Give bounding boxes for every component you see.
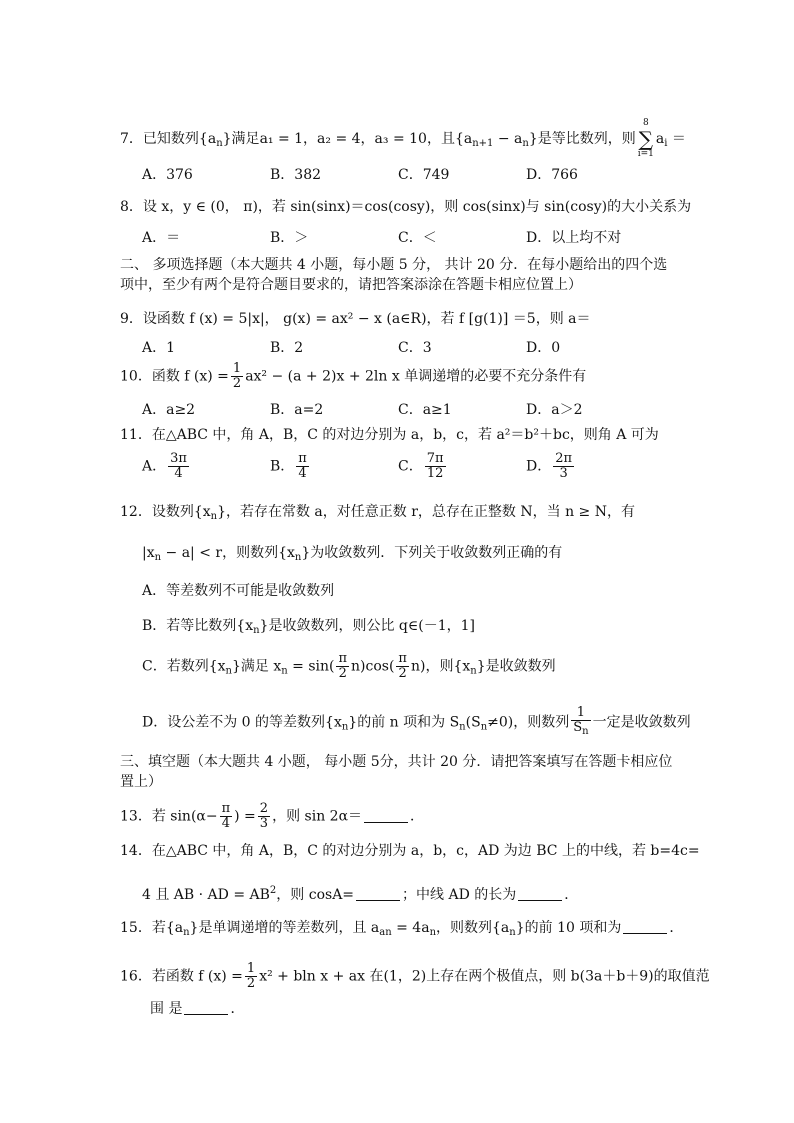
sum-upper: 8: [642, 118, 649, 128]
q16-answer-blank[interactable]: [184, 1002, 228, 1015]
question-14-line-2: [142, 882, 578, 904]
question-10: [120, 362, 586, 391]
question-8: 8．设 x，y ∈ (0， π)，若 sin(sinx)＝cos(cosy)，则 cos(sinx)与 sin(cosy)的大小关系为: [120, 199, 692, 215]
q14-vectors: 4 且 AB · AD = AB: [142, 887, 270, 903]
q11-a-label: A．: [142, 458, 167, 475]
q11-c-frac: [425, 452, 446, 481]
q16-den: 2: [246, 976, 256, 991]
q12-d-frac: [571, 706, 590, 739]
q13-den2: 3: [259, 816, 269, 831]
q15-end: ．: [669, 920, 684, 936]
q8-option-b[interactable]: B．＞: [270, 230, 309, 246]
q7-seq-end: }是等比数列，则: [528, 131, 636, 147]
q11-c-num: 7π: [426, 451, 444, 466]
q12-option-a[interactable]: A．等差数列不可能是收敛数列: [142, 583, 335, 599]
q13-answer-blank[interactable]: [364, 810, 408, 823]
q16-num: 1: [246, 961, 256, 976]
q10-prefix: 10．函数 f (x) =: [120, 368, 229, 385]
q14-mid2: ；中线 AD 的长为: [402, 887, 517, 903]
q9-option-d[interactable]: D．0: [526, 340, 561, 356]
q7-option-d[interactable]: D．766: [526, 167, 578, 183]
q9-option-c[interactable]: C．3: [398, 340, 432, 356]
q12-d-den: [571, 721, 590, 739]
q11-d-den: 3: [559, 466, 568, 481]
q7-mid: }满足: [222, 131, 260, 147]
q13-suffix: ，则 sin 2α＝: [272, 808, 363, 825]
q15-mid3: ，则数列{a: [436, 920, 510, 936]
q12-d-den-sub: n: [582, 726, 589, 737]
sum-lower: i=1: [637, 149, 654, 159]
q16-end: ．: [230, 1001, 245, 1017]
q12-c-mid2: n)cos(: [351, 658, 395, 675]
q16-mid: x² + bln x + ax 在(1，2)上存在两个极值点，则 b(3a＋b＋9)的取值范: [259, 968, 710, 985]
q12-l2-sub2: n: [294, 552, 302, 563]
q15-sub: n: [183, 927, 190, 938]
question-14-line-1: 14．在△ABC 中，角 A，B，C 的对边分别为 a，b，c，AD 为边 BC 上的中线，若 b=4c=: [120, 843, 700, 859]
q10-fraction: [231, 362, 243, 391]
q11-a-den: 4: [174, 466, 183, 481]
question-16-line-1: [120, 962, 710, 991]
q13-mid: ) =: [234, 808, 256, 825]
q13-den1: 4: [221, 816, 230, 831]
q8-option-c[interactable]: C．＜: [398, 230, 437, 246]
question-13: [120, 802, 424, 831]
sum-term: a: [655, 131, 665, 147]
q12-l1-sub: n: [210, 511, 218, 522]
q7-option-a[interactable]: A．376: [142, 167, 193, 183]
q12-d-sub: n: [341, 721, 349, 733]
q12-c-eq: = sin(: [287, 658, 335, 675]
question-9: 9．设函数 f (x) = 5|x|， g(x) = ax² − x (a∈R)，若 f [g(1)] ＝5，则 a＝: [120, 311, 591, 327]
q7-an: a: [207, 131, 217, 147]
question-16-line-2: [150, 1000, 244, 1018]
q12-l1-rest: }，若存在常数 a，对任意正数 r，总存在正整数 N，当 n ≥ N，有: [217, 504, 635, 520]
q11-b-num: π: [298, 451, 307, 466]
q15-answer-blank[interactable]: [623, 921, 667, 934]
q7-option-c[interactable]: C．749: [398, 167, 450, 183]
q11-option-d[interactable]: [526, 452, 576, 481]
q15-nested-sub: [379, 927, 391, 938]
q15-mid2: = 4a: [391, 920, 430, 936]
q11-c-den: 12: [426, 466, 444, 481]
q13-num1: π: [221, 801, 231, 816]
q12-option-b[interactable]: [142, 617, 475, 640]
question-12-line-1: [120, 503, 635, 526]
q12-d-pre: D．设公差不为 0 的等差数列{x: [142, 714, 342, 731]
q11-a-num: 3π: [170, 451, 187, 466]
q12-l2: |x: [142, 545, 155, 561]
section-2-header: 二、 多项选择题（本大题共 4 小题，每小题 5 分， 共计 20 分．在每小题给出的四个选项中，至少有两个是符合题目要求的，请把答案添涂在答题卡相应位置上）: [120, 257, 668, 293]
q11-option-a[interactable]: [142, 452, 191, 481]
q8-option-d[interactable]: D．以上均不对: [526, 230, 622, 246]
q10-frac-den: 2: [232, 376, 242, 391]
q15-mid: }是单调递增的等差数列，且 a: [189, 920, 380, 936]
question-15: [120, 919, 683, 942]
q11-d-frac: [553, 452, 574, 481]
q16-frac: [245, 962, 257, 991]
q12-b-sub: n: [253, 625, 260, 636]
q15-suffix: }的前 10 项和为: [515, 920, 622, 936]
q13-frac-2: [258, 802, 270, 831]
q15-prefix: 15．若{a: [120, 920, 184, 936]
q7-minus: − a: [493, 131, 523, 147]
q7-prefix: 7．已知数列{: [120, 131, 208, 147]
q12-c-mid: }满足 x: [231, 658, 282, 675]
q16-prefix: 16．若函数 f (x) =: [120, 968, 243, 985]
q12-d-mid3: ≠0)，则数列: [487, 714, 570, 731]
q12-c-num2: π: [398, 651, 407, 666]
q15-sub5: n: [509, 927, 516, 938]
q10-option-b[interactable]: B．a=2: [270, 402, 324, 418]
question-11: 11．在△ABC 中，角 A，B，C 的对边分别为 a，b，c，若 a²＝b²＋bc，则角 A 可为: [120, 427, 659, 443]
question-12-line-2: [142, 544, 562, 567]
q12-option-c[interactable]: [142, 652, 556, 681]
q12-b-pre: B．若等比数列{x: [142, 618, 254, 634]
q12-c-pre: C．若数列{x: [142, 658, 226, 675]
q14-sup: 2: [269, 885, 277, 896]
q12-d-end: 一定是收敛数列: [592, 714, 691, 731]
q8-option-a[interactable]: A．＝: [142, 230, 181, 246]
q7-sub-n: n: [522, 138, 529, 149]
q11-b-frac: [296, 452, 309, 481]
q15-sub3: n: [385, 927, 392, 938]
q11-b-label: B．: [270, 458, 295, 475]
q12-l2-rest: − a| < r，则数列{x: [161, 545, 295, 561]
q11-d-label: D．: [526, 458, 552, 475]
q16-line2: 围 是: [150, 1001, 183, 1017]
q10-option-a[interactable]: A．a≥2: [142, 402, 196, 418]
q12-d-mid: }的前 n 项和为 S: [348, 714, 460, 731]
q15-sub2: a: [379, 927, 386, 938]
q15-sub4: n: [429, 927, 437, 938]
q10-frac-num: 1: [232, 361, 242, 376]
q12-c-mid3: n)，则{x: [410, 658, 471, 675]
sum-symbol: [638, 118, 654, 160]
q14-cosA-blank[interactable]: [356, 888, 400, 901]
question-7: [120, 118, 686, 160]
sigma-icon: ∑: [638, 127, 653, 151]
q11-option-b[interactable]: [270, 452, 311, 481]
q9-option-b[interactable]: B．2: [270, 340, 304, 356]
q13-frac-1: [220, 802, 233, 831]
q13-prefix: 13．若 sin(α−: [120, 808, 218, 825]
q7-option-b[interactable]: B．382: [270, 167, 322, 183]
sum-term-sub: i: [664, 138, 668, 149]
q11-b-den: 4: [298, 466, 307, 481]
q7-eq: ＝: [667, 131, 686, 147]
q12-b-rest: }是收敛数列，则公比 q∈(－1，1]: [259, 618, 475, 634]
q11-c-label: C．: [398, 458, 423, 475]
section-3-header: 三、填空题（本大题共 4 小题， 每小题 5分，共计 20 分．请把答案填写在答题卡相应位置上）: [120, 754, 673, 790]
q9-option-a[interactable]: A．1: [142, 340, 176, 356]
q12-l2-sub: n: [154, 552, 162, 563]
q11-option-c[interactable]: [398, 452, 448, 481]
q12-d-den-s: S: [573, 720, 583, 735]
q10-suffix: ax² − (a + 2)x + 2ln x 单调递增的必要不充分条件有: [245, 368, 587, 385]
q12-c-sub: n: [225, 665, 232, 677]
q14-end: ．: [564, 887, 579, 903]
q7-an-sub: n: [216, 138, 223, 149]
q12-c-den1: 2: [338, 666, 347, 681]
q10-option-c[interactable]: C．a≥1: [398, 402, 452, 418]
q12-d-mid2: (S: [465, 714, 481, 731]
q12-c-num1: π: [338, 651, 348, 666]
q11-a-frac: [168, 452, 189, 481]
q13-end: ．: [410, 808, 425, 825]
q12-c-den2: 2: [398, 666, 407, 681]
q12-c-frac-1: [336, 652, 349, 681]
q13-num2: 2: [259, 801, 269, 816]
q7-sub-n1: n+1: [472, 138, 494, 149]
q11-d-num: 2π: [555, 451, 573, 466]
q12-d-num: 1: [571, 706, 590, 721]
q12-c-frac-2: [396, 652, 409, 681]
q12-option-d[interactable]: [142, 706, 691, 739]
q12-c-sub3: n: [470, 665, 477, 677]
q12-d-sub3: n: [480, 721, 488, 733]
q14-mid: ，则 cosA=: [276, 887, 355, 903]
q12-c-end: }是收敛数列: [476, 658, 556, 675]
q12-l1: 12．设数列{x: [120, 504, 211, 520]
q14-AD-blank[interactable]: [518, 888, 562, 901]
q12-d-sub2: n: [459, 721, 466, 733]
q10-option-d[interactable]: D．a＞2: [526, 402, 583, 418]
q12-l2-end: }为收敛数列．下列关于收敛数列正确的有: [301, 545, 563, 561]
q7-initial-terms: a₁ = 1，a₂ = 4，a₃ = 10，且{a: [259, 131, 473, 147]
q12-c-sub2: n: [281, 665, 288, 677]
